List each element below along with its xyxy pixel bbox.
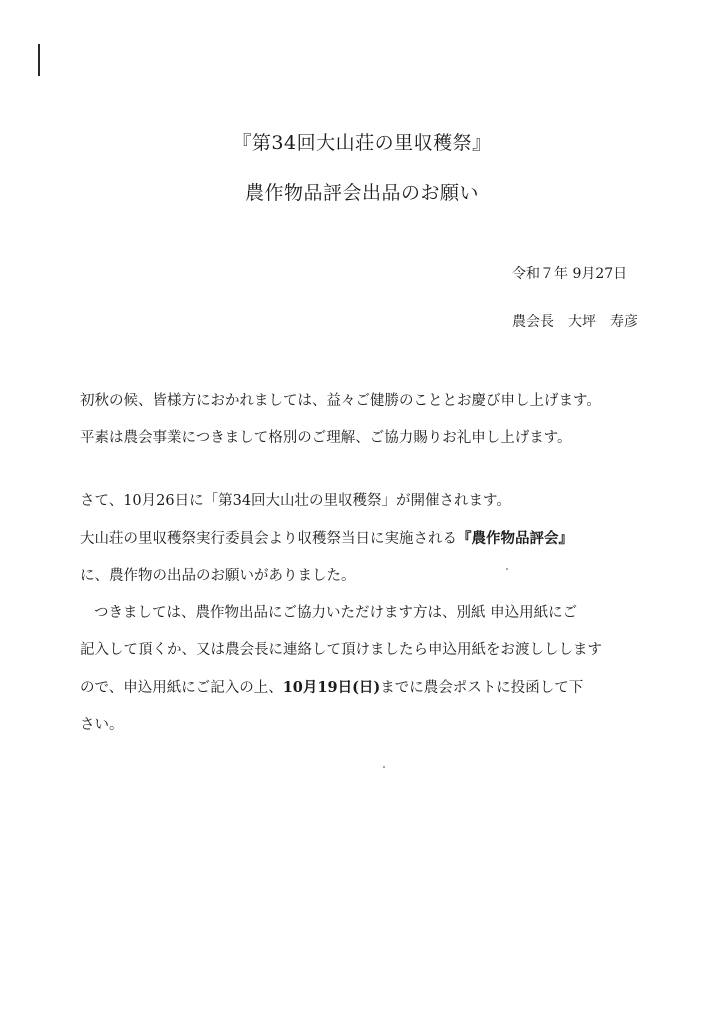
announcement-line-2-text: 大山荘の里収穫祭実行委員会より収穫祭当日に実施される	[80, 531, 457, 547]
competition-name: 『農作物品評会』	[457, 530, 573, 547]
request-line-4: さい。	[80, 717, 124, 733]
title-block	[0, 118, 724, 218]
letter-body	[80, 383, 700, 744]
event-title: 『第34回大山荘の里収穫祭』	[232, 132, 492, 154]
announcement-line-2	[80, 520, 700, 558]
document-title: 農作物品評会出品のお願い	[244, 182, 479, 204]
scan-speck	[383, 766, 385, 768]
margin-mark	[38, 44, 40, 76]
greeting-line-2: 平素は農会事業につきまして格別のご理解、ご協力賜りお礼申し上げます。	[80, 430, 572, 446]
request-line-3	[80, 669, 700, 707]
announcement-line-3: に、農作物の出品のお願いがありました。	[80, 568, 356, 584]
greeting-line-1: 初秋の候、皆様方におかれましては、益々ご健勝のこととお慶び申し上げます。	[80, 393, 601, 409]
request-line-3-pre: ので、申込用紙にご記入の上、	[80, 680, 283, 696]
request-line-3-post: までに農会ポストに投函して下	[380, 680, 584, 696]
request-line-2: 記入して頂くか、又は農会長に連絡して頂けましたら申込用紙をお渡ししします	[80, 642, 602, 658]
request-line-1: つきましては、農作物出品にご協力いただけます方は、別紙 申込用紙にご	[94, 605, 578, 621]
sender-block	[512, 250, 712, 346]
deadline-date: 10月19日(日)	[282, 679, 381, 696]
sender-name: 農会長 大坪 寿彦	[512, 314, 638, 330]
issue-date: 令和７年 9月27日	[512, 266, 628, 282]
paragraph-gap	[80, 457, 700, 483]
scan-speck	[506, 568, 508, 570]
announcement-line-1: さて、10月26日に「第34回大山壮の里収穫祭」が開催されます。	[80, 493, 511, 509]
